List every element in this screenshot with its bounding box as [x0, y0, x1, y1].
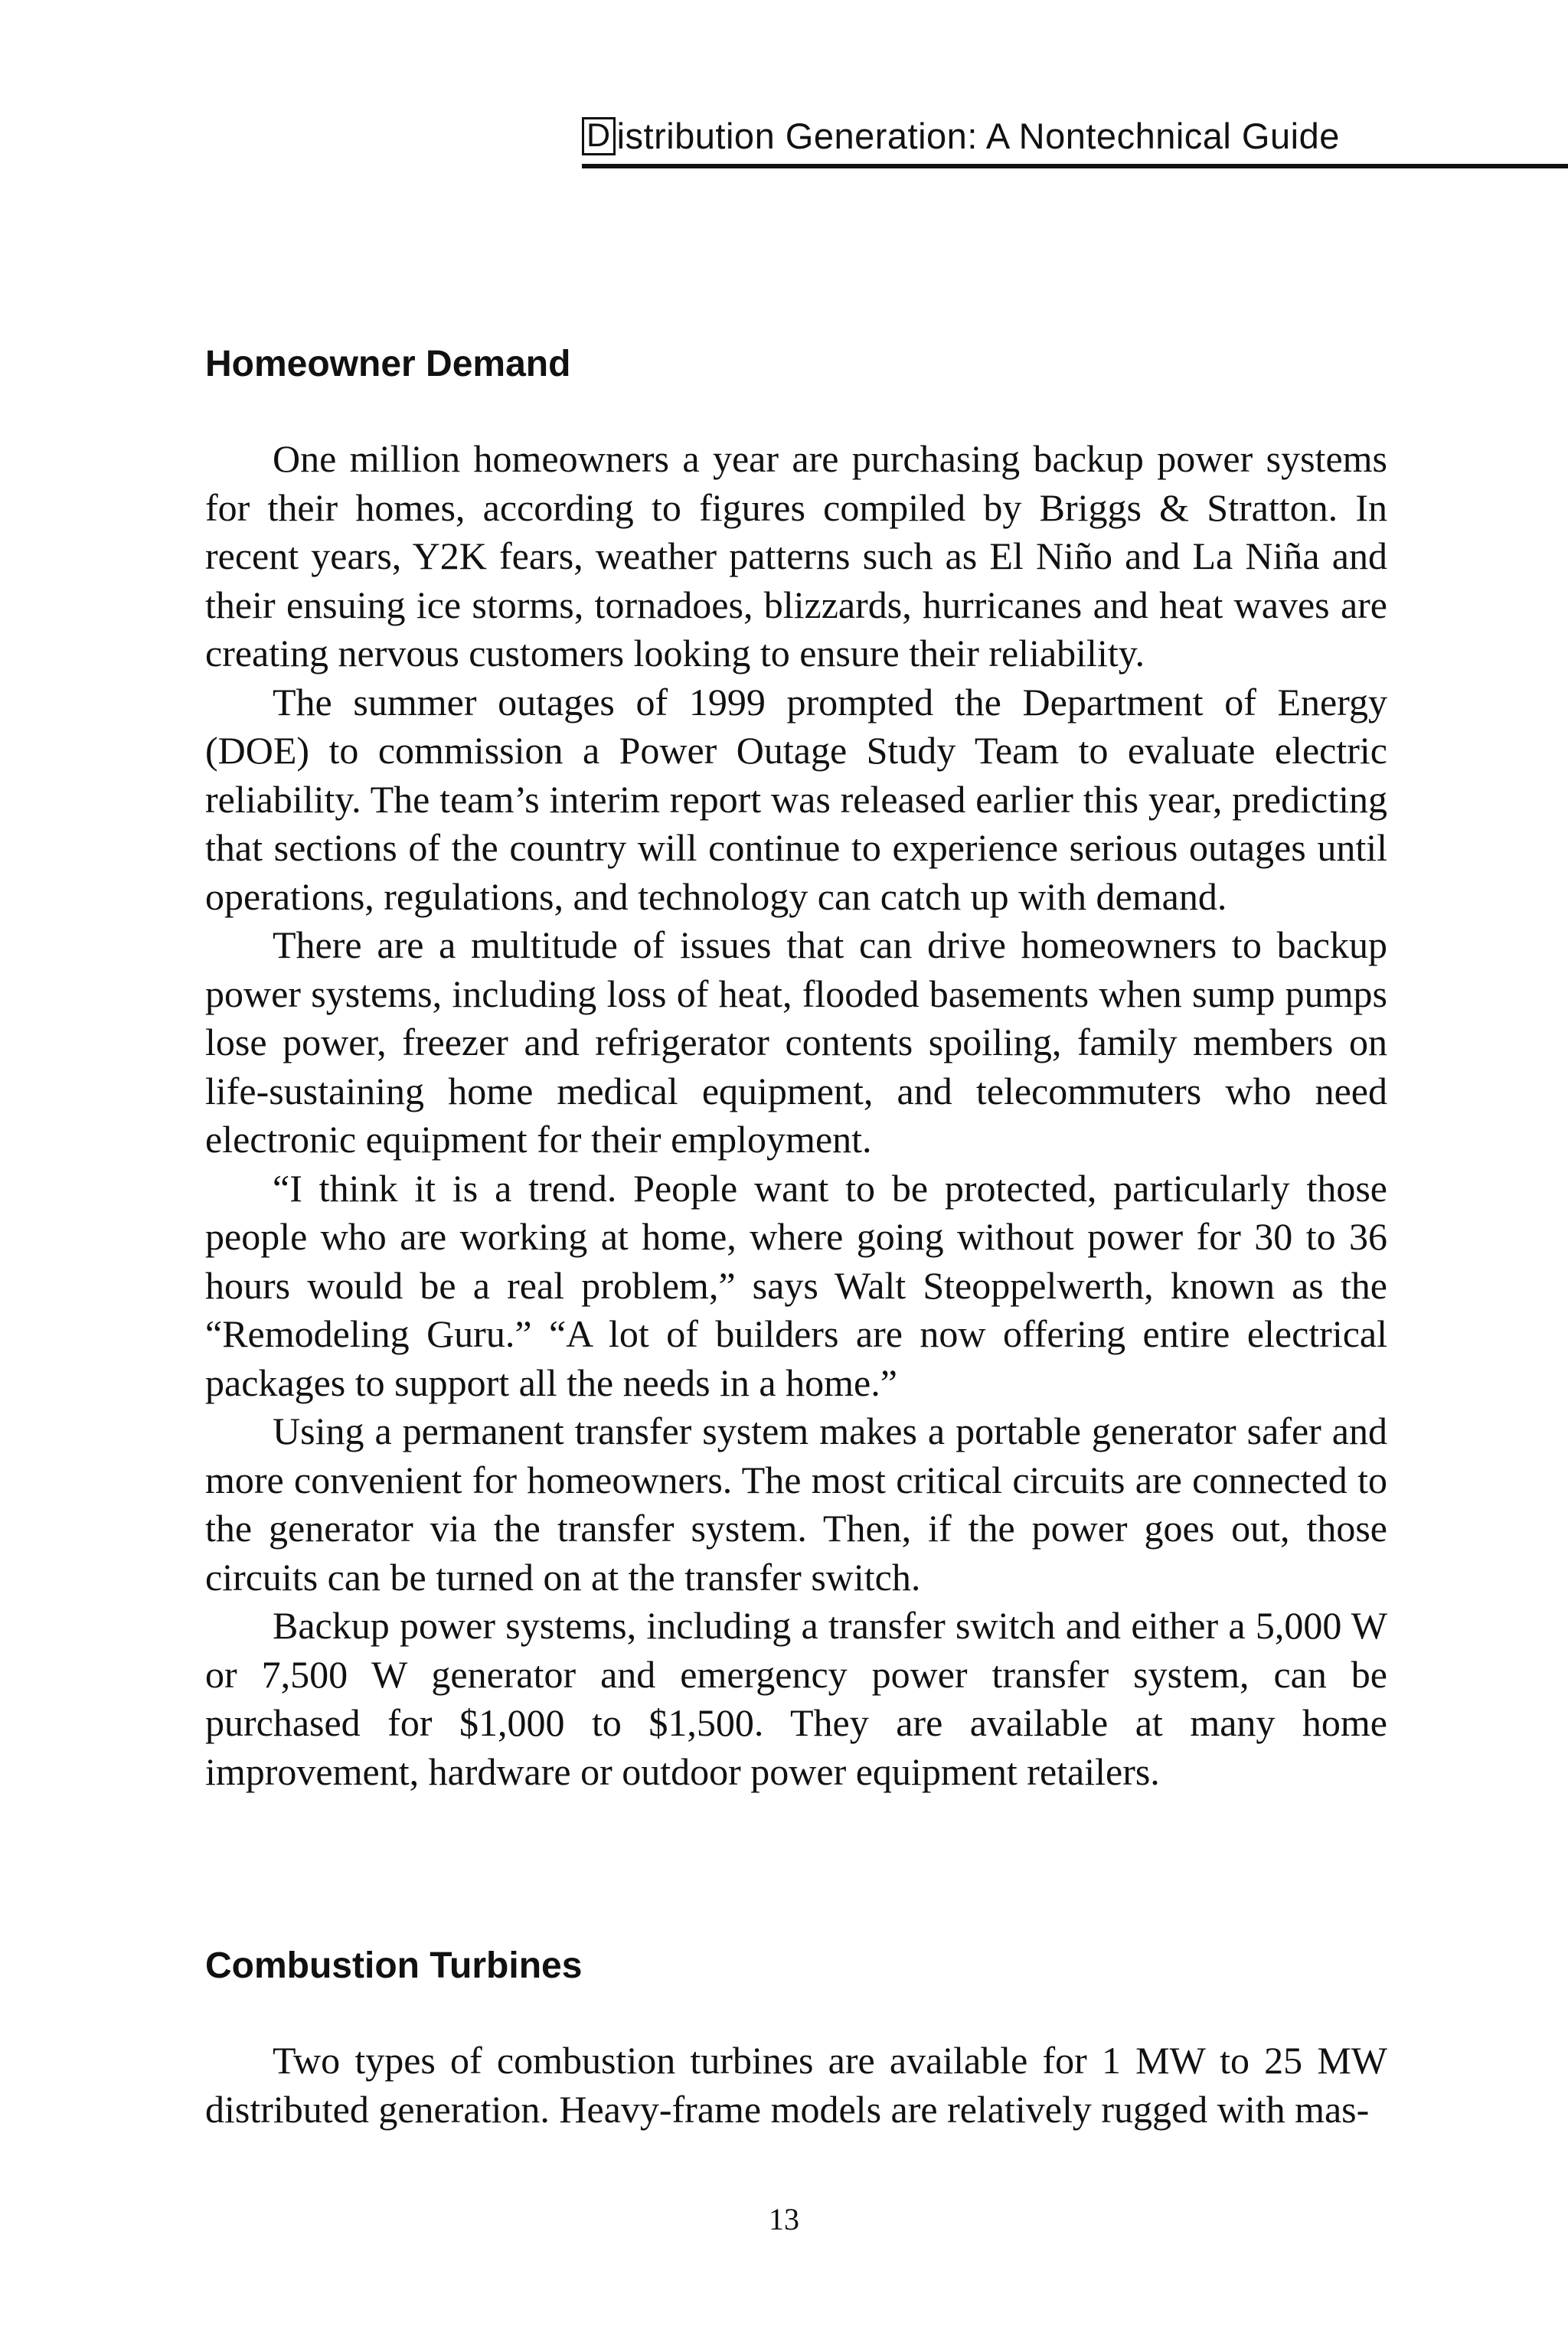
header-rule [582, 164, 1568, 168]
body-paragraph: One million homeowners a year are purchasing backup power systems for their homes, according to figures compiled by Briggs & Stratton. In recent years, Y2K fears, weather patterns such as El Niño and La Niña and their ensuing ice storms, tornadoes, blizzards, hurricanes and heat waves are creating nervous customers looking to ensure their reliability. [205, 437, 1387, 675]
header-title-text: istribution Generation: A Nontechnical Guide [616, 116, 1340, 156]
header-dropcap-letter: D [582, 117, 616, 155]
body-paragraph: “I think it is a trend. People want to be protected, particularly those people who are working at home, where going without power for 30 to 36 hours would be a real problem,” says Walt Steoppelwerth, known as the “Remodeling Guru.” “A lot of builders are now offering entire electrical packages to support all the needs in a home.” [205, 1166, 1387, 1404]
body-paragraph: Using a permanent transfer system makes a portable generator safer and more convenient for homeowners. The most critical circuits are connected to the generator via the transfer system. Then, if the power goes out, those circuits can be turned on at the transfer switch. [205, 1410, 1387, 1599]
body-paragraph: Two types of combustion turbines are available for 1 MW to 25 MW distributed generation. Heavy-frame models are relatively rugged with mas- [205, 2039, 1387, 2131]
body-paragraph: There are a multitude of issues that can drive homeowners to backup power systems, including loss of heat, flooded basements when sump pumps lose power, freezer and refrigerator contents spoiling, family members on life-sustaining home medical equipment, and telecommuters who need electronic equipment for their employment. [205, 923, 1387, 1161]
section-body-combustion-turbines [205, 2037, 1387, 2134]
page-number: 13 [769, 2202, 799, 2236]
body-paragraph: Backup power systems, including a transfer switch and either a 5,000 W or 7,500 W generator and emergency power transfer system, can be purchased for $1,000 to $1,500. They are available at many home improvement, hardware or outdoor power equipment retailers. [205, 1604, 1387, 1793]
header-title [582, 115, 1340, 158]
running-header [582, 115, 1386, 162]
section-heading-homeowner-demand: Homeowner Demand [205, 344, 571, 384]
section-body-homeowner-demand [205, 435, 1387, 1796]
section-heading-combustion-turbines: Combustion Turbines [205, 1945, 583, 1986]
body-paragraph: The summer outages of 1999 prompted the Department of Energy (DOE) to commission a Power Outage Study Team to evaluate electric reliability. The team’s interim report was released earlier this year, predicting that sections of the country will continue to experience serious outages until operations, regulations, and technology can catch up with demand. [205, 680, 1387, 918]
